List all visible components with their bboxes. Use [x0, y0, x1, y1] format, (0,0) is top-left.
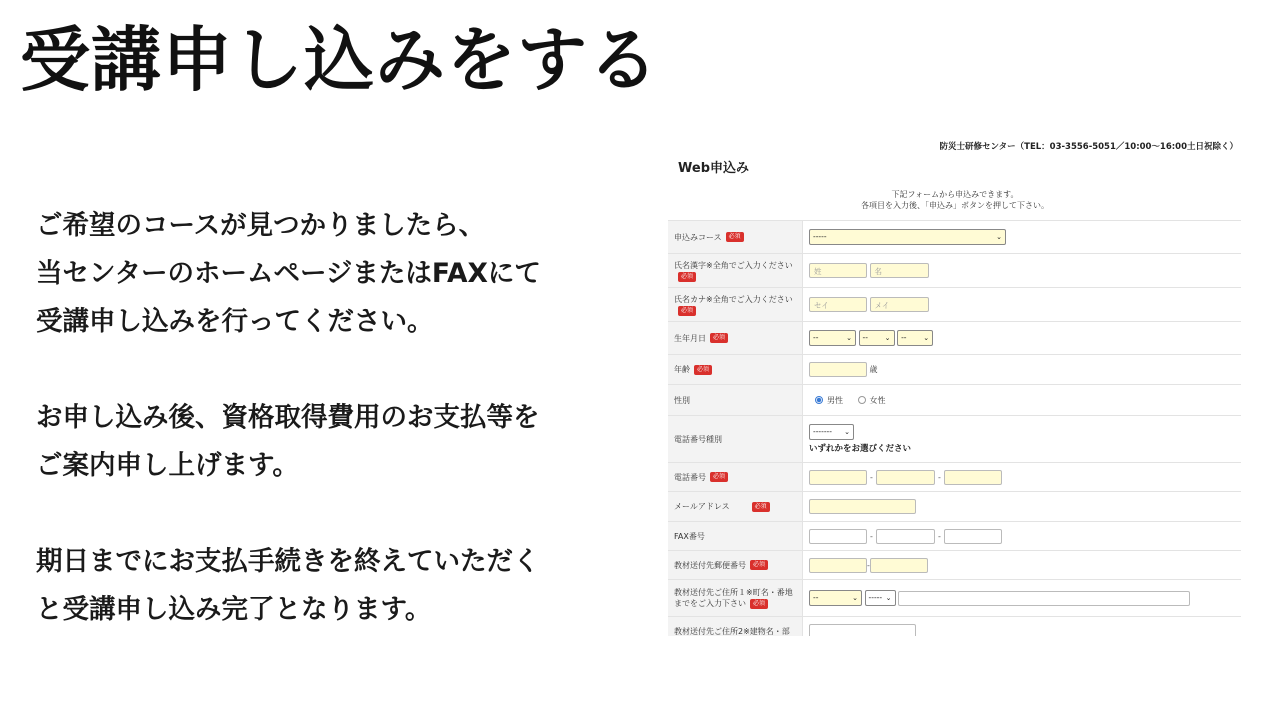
postal-part1-input[interactable]	[809, 558, 867, 573]
last-name-kana-input[interactable]: セイ	[809, 297, 867, 312]
paragraph-how-to-apply	[36, 202, 656, 346]
chevron-down-icon: ⌄	[846, 334, 852, 342]
field-label: 教材送付先ご住所１※町名・番地	[674, 588, 793, 597]
form-row-name-kana	[668, 288, 1241, 322]
required-badge: 必須	[710, 333, 728, 343]
form-row-course	[668, 221, 1241, 254]
birth-month-select[interactable]: -- ⌄	[859, 330, 895, 346]
field-label: 年齢	[674, 365, 690, 374]
phone-part3-input[interactable]	[944, 470, 1002, 485]
field-label: までをご入力下さい	[674, 599, 746, 608]
form-intro	[668, 189, 1242, 211]
field-label: FAX番号	[674, 531, 705, 541]
phone-type-select[interactable]: ------- ⌄	[809, 424, 854, 440]
field-label: 氏名漢字※全角でご入力ください	[674, 260, 793, 270]
radio-checked-icon	[815, 396, 823, 404]
field-label: メールアドレス	[674, 502, 730, 511]
intro-line: 各項目を入力後、「申込み」ボタンを押して下さい。	[861, 201, 1049, 210]
age-input[interactable]	[809, 362, 867, 377]
required-badge: 必須	[694, 365, 712, 375]
form-row-birthdate	[668, 322, 1241, 355]
chevron-down-icon: ⌄	[885, 594, 892, 602]
required-badge: 必須	[750, 599, 768, 609]
text-line: 受講申し込みを行ってください。	[36, 306, 434, 337]
org-contact-info: 防災士研修センター（TEL：03-3556-5051／10:00〜16:00土日祝除く）	[939, 142, 1238, 152]
radio-unchecked-icon	[858, 396, 866, 404]
chevron-down-icon: ⌄	[996, 233, 1002, 241]
field-label: 電話番号種別	[674, 434, 722, 444]
form-row-email	[668, 492, 1241, 522]
text-line: 当センターのホームページまたはFAXにて	[36, 258, 541, 289]
required-badge: 必須	[752, 502, 770, 512]
address2-input[interactable]	[809, 624, 916, 636]
form-row-phone-type	[668, 416, 1241, 463]
required-badge: 必須	[678, 272, 696, 282]
field-label: 生年月日	[674, 333, 706, 343]
form-row-address1	[668, 580, 1241, 617]
last-name-kanji-input[interactable]: 姓	[809, 263, 867, 278]
required-badge: 必須	[726, 232, 744, 242]
form-row-name-kanji	[668, 254, 1241, 288]
field-label: 教材送付先ご住所2※建物名・部	[674, 627, 790, 636]
field-label: 申込みコース	[674, 232, 722, 242]
form-row-postal: 教材送付先郵便番号 必須 -	[668, 551, 1241, 580]
first-name-kanji-input[interactable]: 名	[870, 263, 929, 278]
required-badge: 必須	[710, 472, 728, 482]
gender-female-option[interactable]: 女性	[858, 396, 886, 405]
fax-part3-input[interactable]	[944, 529, 1002, 544]
phone-type-note: いずれかをお選びください	[809, 444, 912, 454]
body-text	[36, 202, 656, 634]
application-form	[668, 220, 1241, 636]
paragraph-payment-guide	[36, 394, 656, 490]
form-row-phone: 電話番号 必須 - -	[668, 463, 1241, 492]
intro-line: 下記フォームから申込みできます。	[891, 190, 1019, 199]
field-label: 電話番号	[674, 472, 706, 482]
age-unit: 歳	[869, 365, 878, 374]
text-line: 期日までにお支払手続きを終えていただく	[36, 546, 540, 577]
paragraph-completion	[36, 538, 656, 634]
slide-title: 受講申し込みをする	[20, 19, 659, 101]
required-badge: 必須	[678, 306, 696, 316]
first-name-kana-input[interactable]: メイ	[870, 297, 929, 312]
prefecture-select[interactable]: -- ⌄	[809, 590, 862, 606]
fax-part1-input[interactable]	[809, 529, 867, 544]
birth-day-select[interactable]: -- ⌄	[897, 330, 933, 346]
field-label: 性別	[674, 395, 690, 405]
birth-year-select[interactable]: -- ⌄	[809, 330, 856, 346]
text-line: と受講申し込み完了となります。	[36, 594, 432, 625]
city-select[interactable]: ----- ⌄	[865, 590, 896, 606]
text-line: ご希望のコースが見つかりましたら、	[36, 210, 486, 241]
course-select[interactable]: ----- ⌄	[809, 229, 1006, 245]
field-label: 氏名カナ※全角でご入力ください	[674, 294, 793, 304]
phone-part2-input[interactable]	[876, 470, 935, 485]
chevron-down-icon: ⌄	[844, 428, 850, 436]
fax-part2-input[interactable]	[876, 529, 935, 544]
form-row-gender	[668, 385, 1241, 416]
phone-part1-input[interactable]	[809, 470, 867, 485]
field-label: 教材送付先郵便番号	[674, 560, 746, 570]
gender-male-option[interactable]: 男性	[815, 396, 843, 405]
form-row-address2	[668, 617, 1241, 637]
form-row-fax: FAX番号 - -	[668, 522, 1241, 551]
chevron-down-icon: ⌄	[884, 334, 891, 342]
form-row-age	[668, 355, 1241, 385]
form-title: Web申込み	[678, 161, 749, 176]
chevron-down-icon: ⌄	[852, 594, 858, 602]
chevron-down-icon: ⌄	[923, 334, 930, 342]
web-form-screenshot	[668, 130, 1242, 636]
postal-part2-input[interactable]	[870, 558, 928, 573]
address1-input[interactable]	[898, 591, 1190, 606]
required-badge: 必須	[750, 560, 768, 570]
email-input[interactable]	[809, 499, 916, 514]
text-line: ご案内申し上げます。	[36, 450, 299, 481]
text-line: お申し込み後、資格取得費用のお支払等を	[36, 402, 540, 433]
